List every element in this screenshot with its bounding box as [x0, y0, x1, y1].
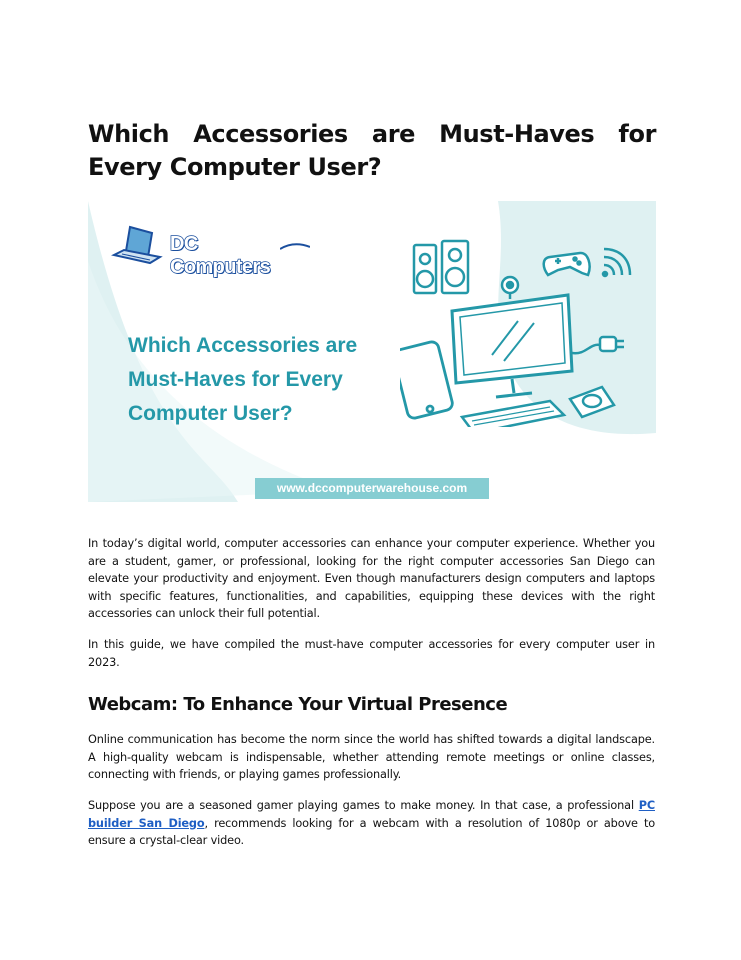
monitor-icon — [452, 295, 572, 397]
banner-heading — [128, 329, 408, 431]
pc-builder-link[interactable]: PC builder San Diego — [88, 799, 655, 830]
hero-banner — [88, 201, 656, 502]
page-title: Which Accessories are Must-Haves for Every Computer User? — [88, 120, 656, 181]
webcam-paragraph-2 — [88, 797, 655, 850]
wifi-icon — [603, 249, 630, 276]
guide-paragraph: In this guide, we have compiled the must-have computer accessories for every computer user in 2023. — [88, 638, 655, 669]
logo-swoosh — [280, 243, 310, 253]
webcam-paragraph-2-end: , recommends looking for a webcam with a resolution of 1080p or above to ensure a crystal-clear video. — [88, 816, 655, 847]
webcam-paragraph-1: Online communication has become the norm since the world has shifted towards a digital landscape. A high-quality webcam is indispensable, whether attending remote meetings or online classes, connecting with friends, or playing games professionally. — [88, 733, 655, 781]
keyboard-icon — [462, 401, 564, 427]
website-url: www.dccomputerwarehouse.com — [276, 481, 468, 495]
speakers-icon — [414, 241, 468, 293]
mouse-icon — [570, 387, 614, 417]
smartphone-icon — [400, 340, 454, 419]
dc-computers-logo — [110, 223, 290, 278]
gamepad-icon — [544, 253, 590, 275]
webcam-icon — [502, 277, 518, 299]
webcam-paragraph-2-start: Suppose you are a seasoned gamer playing games to make money. In that case, a professional — [88, 799, 639, 812]
laptop-icon — [110, 223, 170, 269]
banner-heading-line-3: Computer User? — [128, 402, 293, 425]
logo-text: DC Computers — [170, 233, 271, 278]
banner-heading-line-1: Which Accessories are — [128, 334, 358, 357]
url-badge — [255, 478, 489, 499]
banner-heading-line-2: Must-Haves for Every — [128, 368, 343, 391]
accessories-illustration — [400, 237, 656, 427]
webcam-section-heading: Webcam: To Enhance Your Virtual Presence — [88, 694, 508, 715]
plug-icon — [572, 337, 624, 353]
intro-paragraph: In today’s digital world, computer accessories can enhance your computer experience. Whether you are a student, gamer, or professional, looking for the right computer accessories San Diego can elevate your productivity and enjoyment. Even though manufacturers design computers and laptops with specific features, functionalities, and capabilities, equipping these devices with the right accessories can unlock their full potential. — [88, 537, 655, 620]
